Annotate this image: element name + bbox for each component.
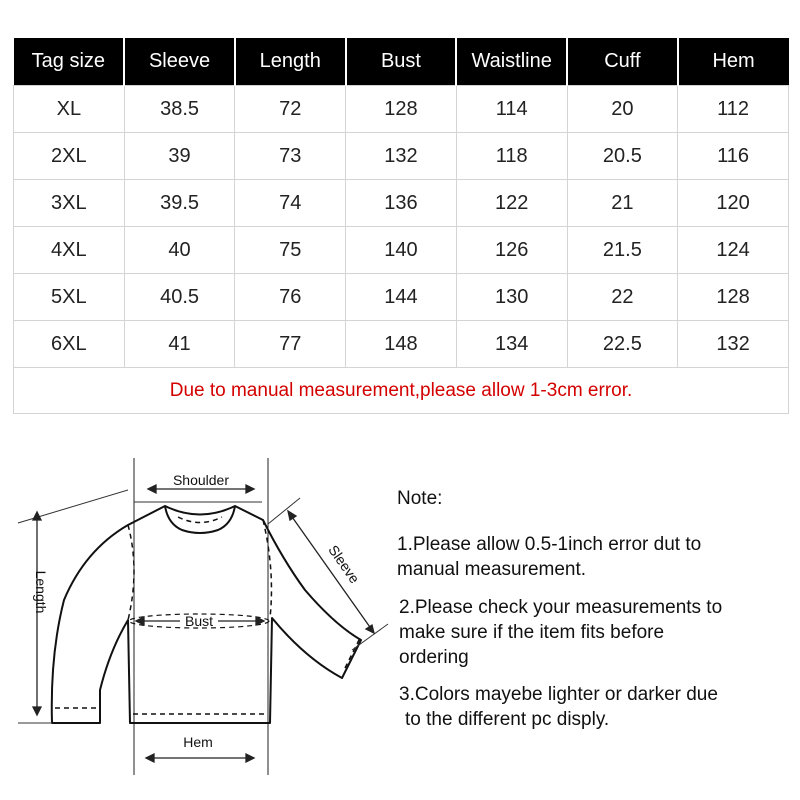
- notes-heading: Note:: [397, 488, 443, 509]
- header-tag-size: Tag size: [14, 38, 125, 86]
- footnote-row: [14, 368, 789, 414]
- header-waistline: Waistline: [456, 38, 567, 86]
- header-sleeve: Sleeve: [124, 38, 235, 86]
- note-item-1: [397, 532, 797, 582]
- note-line: 1.Please allow 0.5-1inch error dut to: [397, 534, 702, 555]
- header-hem: Hem: [678, 38, 789, 86]
- length-label: Length: [33, 570, 49, 614]
- note-line: to the different pc disply.: [405, 709, 610, 730]
- table-cell: 126: [456, 227, 567, 274]
- table-cell: 4XL: [14, 227, 125, 274]
- table-cell: 6XL: [14, 321, 125, 368]
- table-cell: XL: [14, 86, 125, 133]
- table-cell: 21.5: [567, 227, 678, 274]
- hem-label: Hem: [183, 734, 213, 750]
- note-line: ordering: [399, 647, 469, 668]
- table-row: [14, 180, 789, 227]
- table-cell: 21: [567, 180, 678, 227]
- table-header-row: [14, 38, 789, 86]
- measurement-error-note: Due to manual measurement,please allow 1-3cm error.: [14, 368, 789, 414]
- table-cell: 39.5: [124, 180, 235, 227]
- header-bust: Bust: [346, 38, 457, 86]
- table-cell: 114: [456, 86, 567, 133]
- note-item-3: [399, 682, 797, 732]
- table-cell: 73: [235, 133, 346, 180]
- note-line: 3.Colors mayebe lighter or darker due: [399, 684, 718, 705]
- table-cell: 77: [235, 321, 346, 368]
- table-cell: 140: [346, 227, 457, 274]
- table-cell: 22: [567, 274, 678, 321]
- hem-arrow: [146, 754, 254, 762]
- table-cell: 130: [456, 274, 567, 321]
- table-cell: 22.5: [567, 321, 678, 368]
- table-cell: 134: [456, 321, 567, 368]
- table-cell: 132: [346, 133, 457, 180]
- sleeve-guide-top: [268, 498, 300, 524]
- table-cell: 5XL: [14, 274, 125, 321]
- table-cell: 20: [567, 86, 678, 133]
- note-line: make sure if the item fits before: [399, 622, 665, 643]
- note-item-2: [399, 595, 797, 670]
- table-cell: 74: [235, 180, 346, 227]
- table-cell: 72: [235, 86, 346, 133]
- table-cell: 38.5: [124, 86, 235, 133]
- table-cell: 39: [124, 133, 235, 180]
- notes-panel: [397, 486, 797, 732]
- header-cuff: Cuff: [567, 38, 678, 86]
- table-cell: 112: [678, 86, 789, 133]
- table-cell: 40: [124, 227, 235, 274]
- table-cell: 144: [346, 274, 457, 321]
- table-cell: 20.5: [567, 133, 678, 180]
- length-arrow: [33, 512, 41, 715]
- sleeve-arrow: [288, 511, 374, 633]
- garment-measurement-diagram: [0, 440, 390, 800]
- table-row: [14, 86, 789, 133]
- size-chart-table: [13, 38, 789, 414]
- table-cell: 116: [678, 133, 789, 180]
- table-row: [14, 133, 789, 180]
- table-cell: 40.5: [124, 274, 235, 321]
- header-length: Length: [235, 38, 346, 86]
- table-cell: 128: [678, 274, 789, 321]
- sleeve-label: Sleeve: [325, 542, 363, 587]
- table-cell: 118: [456, 133, 567, 180]
- table-cell: 76: [235, 274, 346, 321]
- table-row: [14, 321, 789, 368]
- bust-label: Bust: [184, 613, 214, 629]
- note-line: manual measurement.: [397, 559, 587, 580]
- table-cell: 132: [678, 321, 789, 368]
- table-cell: 148: [346, 321, 457, 368]
- shoulder-label: Shoulder: [172, 472, 230, 488]
- table-row: [14, 274, 789, 321]
- table-cell: 128: [346, 86, 457, 133]
- table-cell: 122: [456, 180, 567, 227]
- table-cell: 120: [678, 180, 789, 227]
- table-cell: 75: [235, 227, 346, 274]
- table-cell: 124: [678, 227, 789, 274]
- note-line: 2.Please check your measurements to: [399, 597, 723, 618]
- table-cell: 3XL: [14, 180, 125, 227]
- table-row: [14, 227, 789, 274]
- table-cell: 2XL: [14, 133, 125, 180]
- table-cell: 41: [124, 321, 235, 368]
- table-cell: 136: [346, 180, 457, 227]
